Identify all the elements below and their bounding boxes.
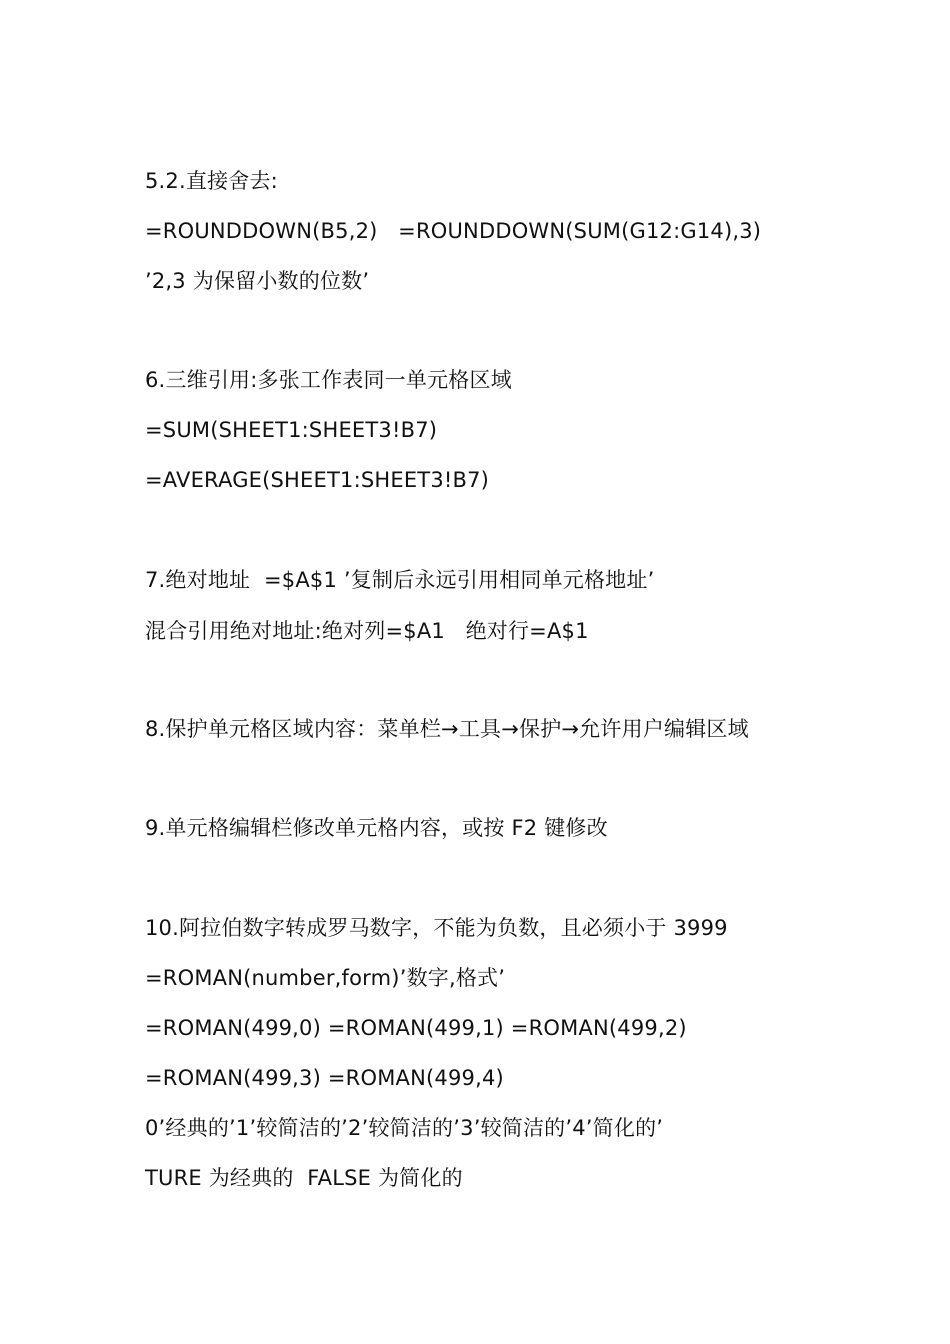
roman-boolean-notes-line: TURE 为经典的 FALSE 为简化的 — [145, 1166, 463, 1190]
roman-examples-line-2: =ROMAN(499,3) =ROMAN(499,4) — [145, 1066, 504, 1090]
section-9-heading: 9.单元格编辑栏修改单元格内容，或按 F2 键修改 — [145, 816, 608, 840]
rounddown-formula-line: =ROUNDDOWN(B5,2) =ROUNDDOWN(SUM(G12:G14),3) — [145, 219, 762, 243]
section-7-heading: 7.绝对地址 =$A$1 ’复制后永远引用相同单元格地址’ — [145, 568, 655, 592]
roman-form-notes-line: 0’经典的’1’较简洁的’2’较简洁的’3’较简洁的’4’简化的’ — [145, 1116, 664, 1140]
average-3d-formula-line: =AVERAGE(SHEET1:SHEET3!B7) — [145, 468, 490, 492]
sum-3d-formula-line: =SUM(SHEET1:SHEET3!B7) — [145, 418, 438, 442]
roman-syntax-line: =ROMAN(number,form)’数字,格式’ — [145, 966, 506, 990]
rounddown-note-line: ’2,3 为保留小数的位数’ — [145, 269, 370, 293]
section-10-heading: 10.阿拉伯数字转成罗马数字，不能为负数，且必须小于 3999 — [145, 916, 728, 940]
section-8-heading: 8.保护单元格区域内容：菜单栏→工具→保护→允许用户编辑区域 — [145, 717, 749, 741]
section-5-2-heading: 5.2.直接舍去: — [145, 169, 278, 193]
mixed-reference-line: 混合引用绝对地址:绝对列=$A1 绝对行=A$1 — [145, 619, 589, 643]
roman-examples-line-1: =ROMAN(499,0) =ROMAN(499,1) =ROMAN(499,2) — [145, 1016, 687, 1040]
section-6-heading: 6.三维引用:多张工作表同一单元格区域 — [145, 368, 512, 392]
